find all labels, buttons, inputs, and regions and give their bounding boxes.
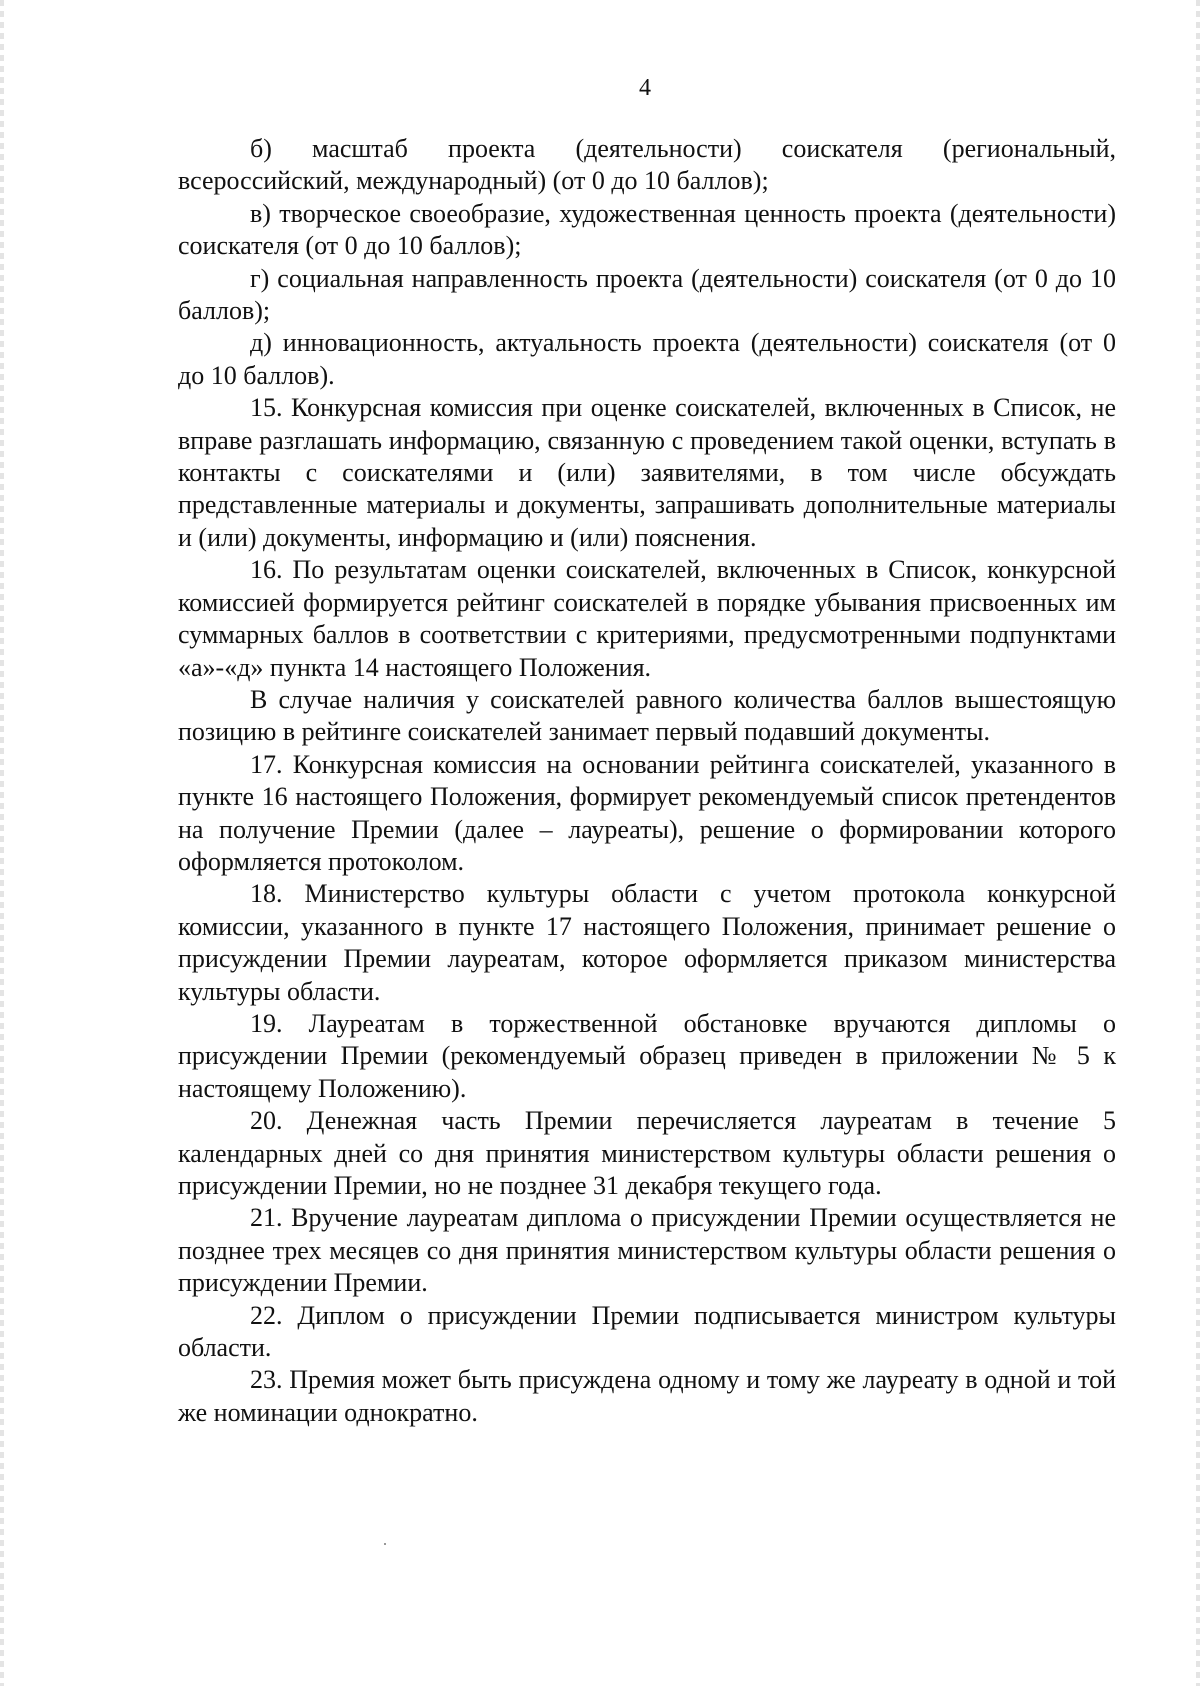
page-number: 4 bbox=[639, 75, 651, 101]
scan-edge-right bbox=[1196, 0, 1200, 1686]
paragraph-criterion-v: в) творческое своеобразие, художественная ценность проекта (деятельности) соискателя (от 0 до 10 баллов); bbox=[178, 198, 1116, 261]
paragraph-20: 20. Денежная часть Премии перечисляется лауреатам в течение 5 календарных дней со дня принятия министерством культуры области решения о присуждении Премии, но не позднее 31 декабря текущего года. bbox=[178, 1106, 1116, 1200]
paragraph-19: 19. Лауреатам в торжественной обстановке вручаются дипломы о присуждении Премии (рекомендуемый образец приведен в приложении № 5 к настоящему Положению). bbox=[178, 1008, 1116, 1103]
paragraph-22: 22. Диплом о присуждении Премии подписывается министром культуры области. bbox=[178, 1300, 1116, 1363]
paragraph-15: 15. Конкурсная комиссия при оценке соискателей, включенных в Список, не вправе разглашать информацию, связанную с проведением такой оценки, вступать в контакты с соискателями и (или) заявителями, в том числе обсуждать представленные материалы и документы, запрашивать дополнительные материалы и (или) документы, информацию и (или) пояснения. bbox=[178, 393, 1116, 552]
paragraph-criterion-g: г) социальная направленность проекта (деятельности) соискателя (от 0 до 10 баллов); bbox=[178, 263, 1116, 326]
paragraph-17: 17. Конкурсная комиссия на основании рейтинга соискателей, указанного в пункте 16 настоящего Положения, формирует рекомендуемый список претендентов на получение Премии (далее – лауреаты), решение о формировании которого оформляется протоколом. bbox=[178, 749, 1116, 876]
document-body bbox=[178, 133, 1116, 1429]
paragraph-16: 16. По результатам оценки соискателей, включенных в Список, конкурсной комиссией формируется рейтинг соискателей в порядке убывания присвоенных им суммарных баллов в соответствии с критериями, предусмотренными подпунктами «а»-«д» пункта 14 настоящего Положения. bbox=[178, 555, 1116, 682]
paragraph-criterion-d: д) инновационность, актуальность проекта (деятельности) соискателя (от 0 до 10 баллов). bbox=[178, 328, 1116, 390]
paragraph-16-equal-scores: В случае наличия у соискателей равного количества баллов вышестоящую позицию в рейтинге соискателей занимает первый подавший документы. bbox=[178, 684, 1116, 747]
paragraph-criterion-b: б) масштаб проекта (деятельности) соискателя (региональный, всероссийский, международный) (от 0 до 10 баллов); bbox=[178, 134, 1116, 196]
paragraph-21: 21. Вручение лауреатам диплома о присуждении Премии осуществляется не позднее трех месяцев со дня принятия министерством культуры области решения о присуждении Премии. bbox=[178, 1203, 1116, 1298]
paragraph-18: 18. Министерство культуры области с учетом протокола конкурсной комиссии, указанного в пункте 17 настоящего Положения, принимает решение о присуждении Премии лауреатам, которое оформляется приказом министерства культуры области. bbox=[178, 879, 1116, 1006]
scan-speck bbox=[384, 1543, 386, 1545]
paragraph-23: 23. Премия может быть присуждена одному и тому же лауреату в одной и той же номинации однократно. bbox=[178, 1365, 1116, 1427]
scan-edge-left bbox=[0, 0, 4, 1686]
